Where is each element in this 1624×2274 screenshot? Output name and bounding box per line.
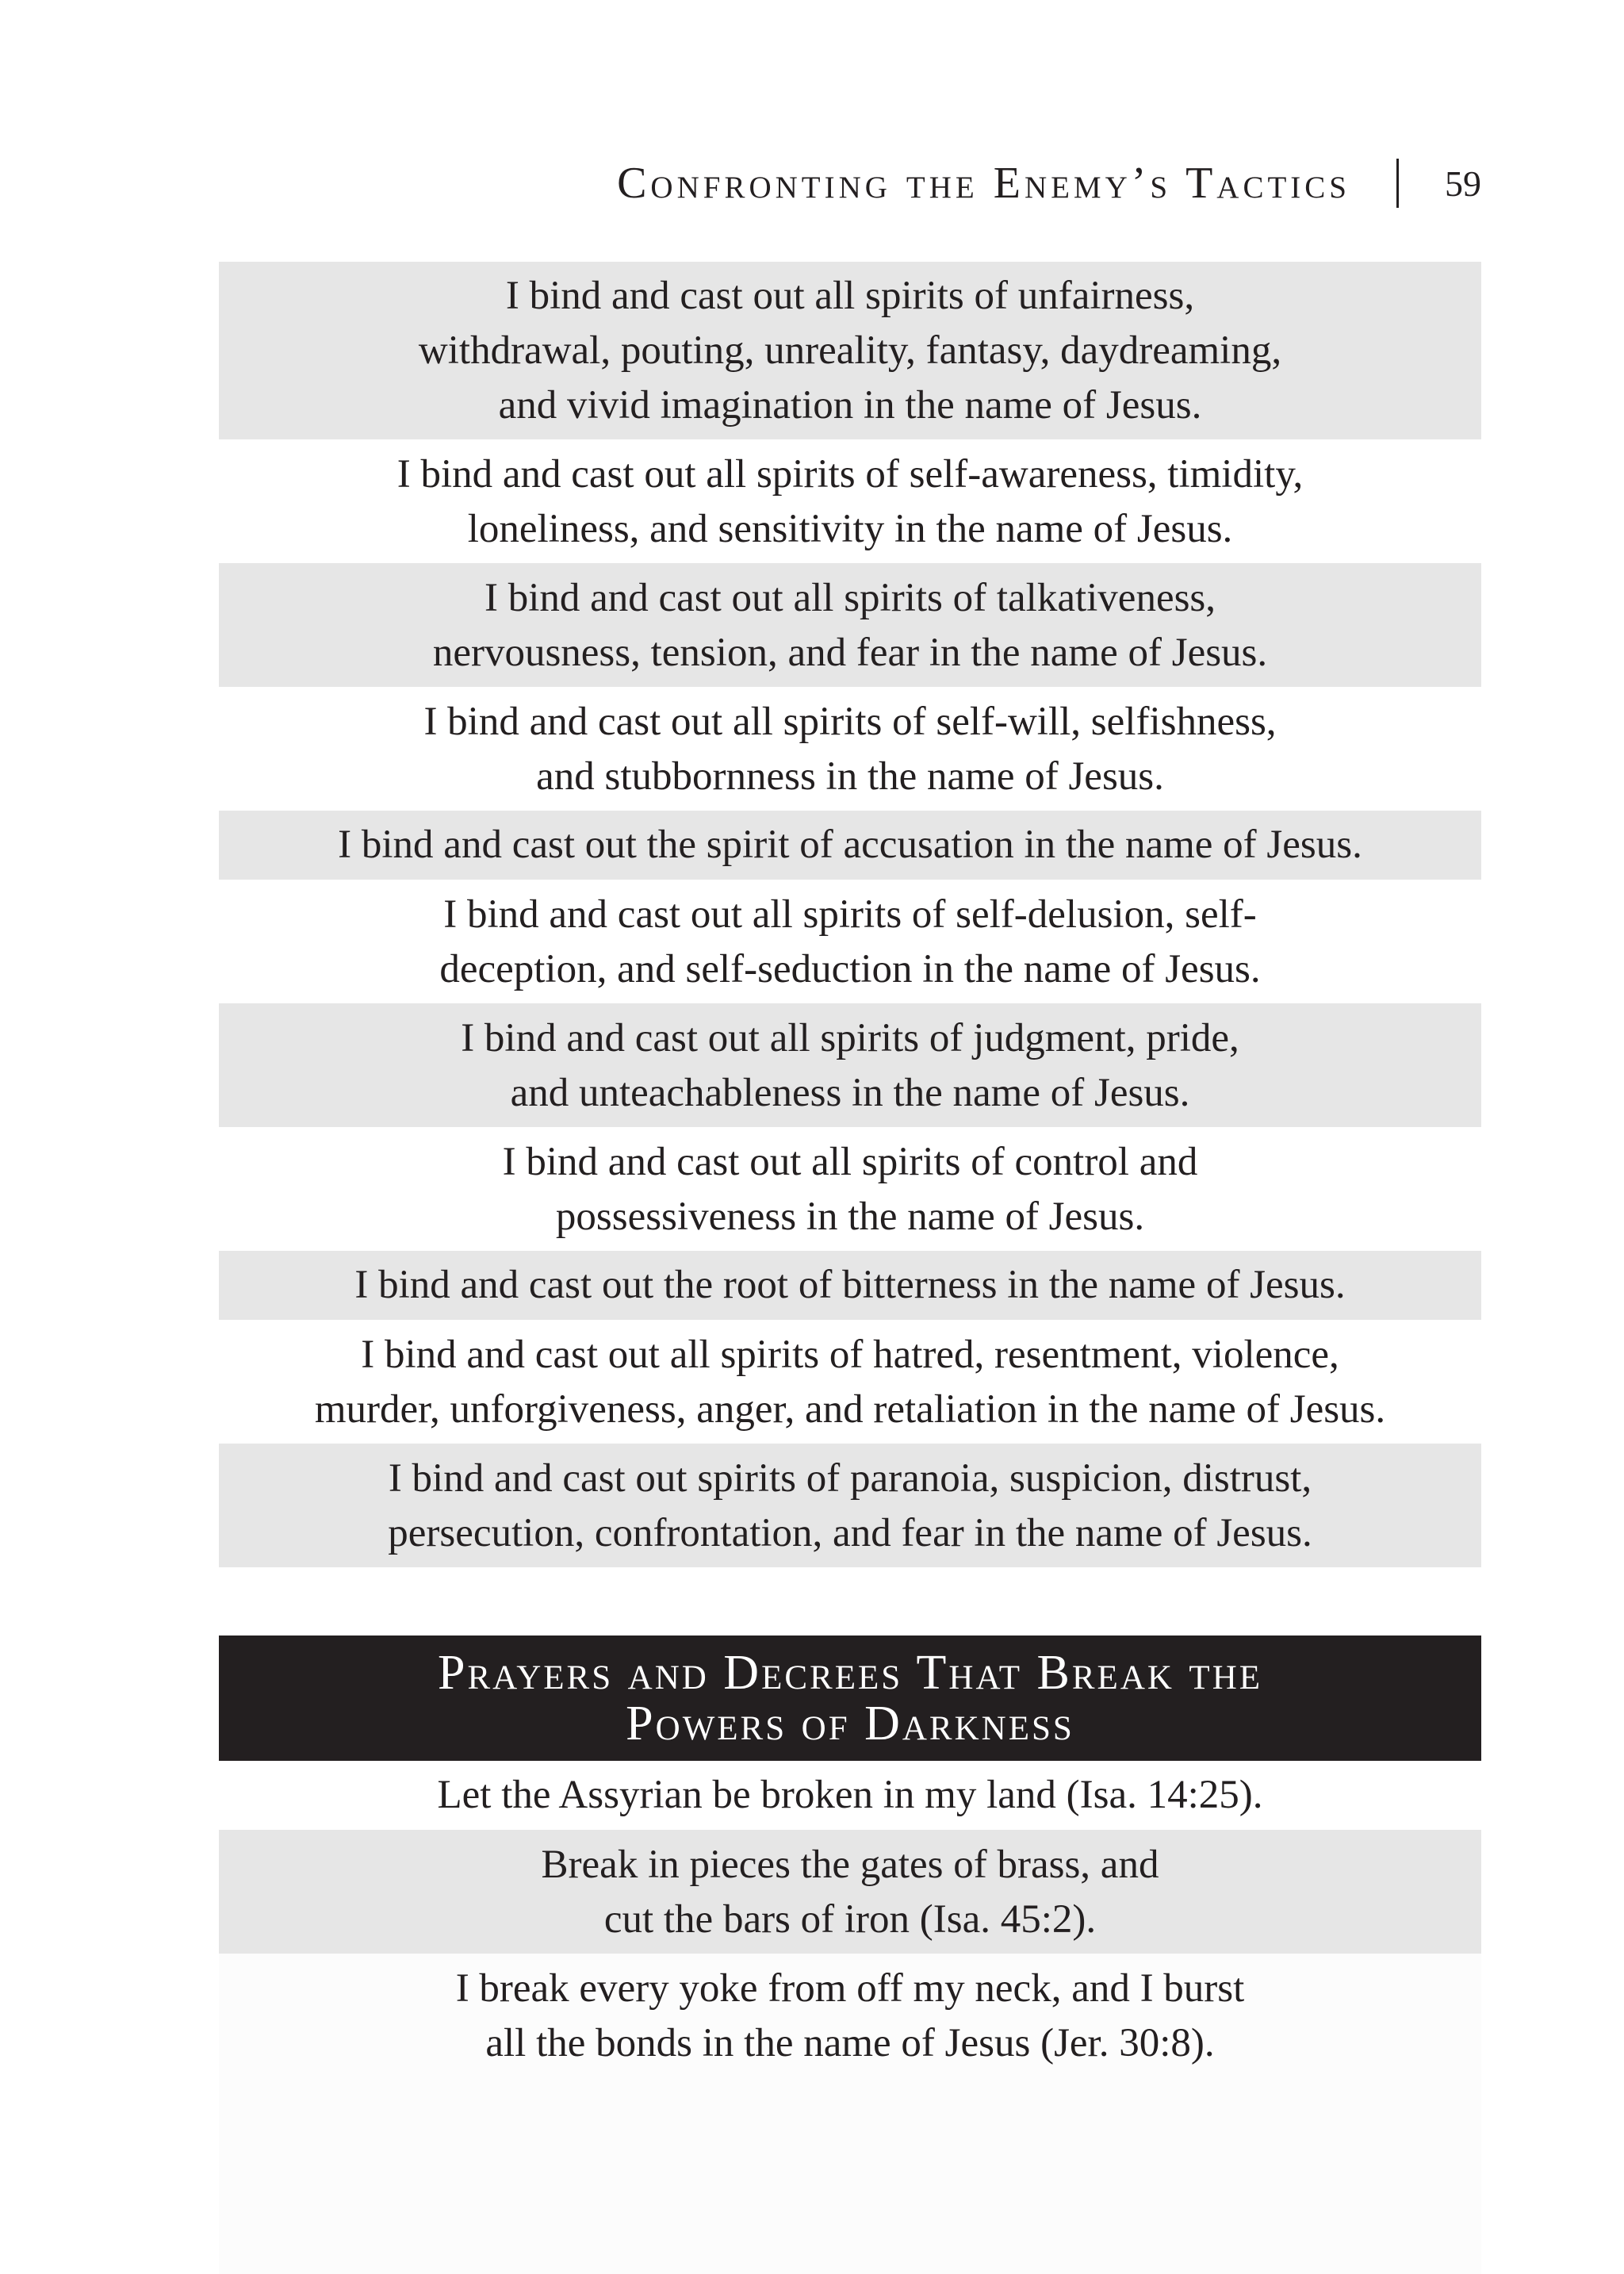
prayer-line: I bind and cast out the root of bitterness in the name of Jesus. — [354, 1263, 1346, 1307]
prayer-line: and stubbornness in the name of Jesus. — [536, 754, 1164, 799]
prayer-row — [219, 1761, 1481, 1830]
prayer-line: withdrawal, pouting, unreality, fantasy, daydreaming, — [418, 328, 1282, 373]
prayer-line: and unteachableness in the name of Jesus. — [510, 1071, 1190, 1115]
prayer-row — [219, 262, 1481, 439]
prayer-line: all the bonds in the name of Jesus (Jer. 30:8). — [485, 2021, 1215, 2065]
prayer-row — [219, 687, 1481, 811]
prayer-line: I bind and cast out all spirits of self-will, selfishness, — [423, 700, 1277, 744]
section-heading-line: Powers of Darkness — [626, 1697, 1074, 1751]
prayer-row — [219, 563, 1481, 687]
prayer-row — [219, 1251, 1481, 1320]
running-head — [0, 155, 1481, 211]
prayer-line: I bind and cast out the spirit of accusation in the name of Jesus. — [338, 823, 1362, 867]
prayer-row — [219, 880, 1481, 1003]
column-background-tail — [219, 2062, 1481, 2274]
prayer-line: I bind and cast out all spirits of unfairness, — [505, 274, 1195, 318]
prayer-line: nervousness, tension, and fear in the name of Jesus. — [432, 631, 1268, 675]
prayer-line: I bind and cast out all spirits of talkativeness, — [484, 576, 1216, 620]
prayer-row — [219, 1954, 1481, 2077]
prayer-column — [219, 262, 1481, 2077]
prayer-line: I bind and cast out all spirits of hatred, resentment, violence, — [361, 1333, 1339, 1377]
prayer-line: loneliness, and sensitivity in the name of Jesus. — [467, 507, 1233, 551]
prayer-row — [219, 1003, 1481, 1127]
prayer-row — [219, 1320, 1481, 1444]
running-head-divider — [1396, 159, 1399, 208]
prayer-row — [219, 439, 1481, 563]
prayer-line: I break every yoke from off my neck, and I burst — [455, 1966, 1245, 2011]
prayer-line: and vivid imagination in the name of Jesus. — [498, 383, 1202, 428]
prayer-line: cut the bars of iron (Isa. 45:2). — [603, 1897, 1097, 1942]
prayer-line: persecution, confrontation, and fear in the name of Jesus. — [388, 1511, 1312, 1555]
prayer-line: I bind and cast out all spirits of control and — [502, 1140, 1198, 1184]
prayer-row — [219, 811, 1481, 880]
prayer-row — [219, 1830, 1481, 1954]
section-heading — [219, 1636, 1481, 1761]
prayer-row — [219, 1127, 1481, 1251]
section-spacer — [219, 1567, 1481, 1636]
prayer-line: Let the Assyrian be broken in my land (Isa. 14:25). — [437, 1773, 1263, 1817]
prayer-line: murder, unforgiveness, anger, and retaliation in the name of Jesus. — [314, 1387, 1386, 1432]
page-number: 59 — [1445, 163, 1481, 204]
prayer-line: Break in pieces the gates of brass, and — [541, 1843, 1159, 1887]
prayer-line: possessiveness in the name of Jesus. — [555, 1195, 1145, 1239]
prayer-line: deception, and self-seduction in the name of Jesus. — [439, 947, 1261, 991]
prayer-line: I bind and cast out spirits of paranoia, suspicion, distrust, — [388, 1456, 1312, 1501]
prayer-row — [219, 1444, 1481, 1567]
prayer-line: I bind and cast out all spirits of self-awareness, timidity, — [396, 452, 1304, 497]
prayer-line: I bind and cast out all spirits of self-delusion, self- — [443, 892, 1257, 937]
running-head-title: Confronting the Enemy’s Tactics — [617, 159, 1350, 208]
prayer-line: I bind and cast out all spirits of judgment, pride, — [461, 1016, 1239, 1060]
section-heading-line: Prayers and Decrees That Break the — [437, 1646, 1263, 1700]
